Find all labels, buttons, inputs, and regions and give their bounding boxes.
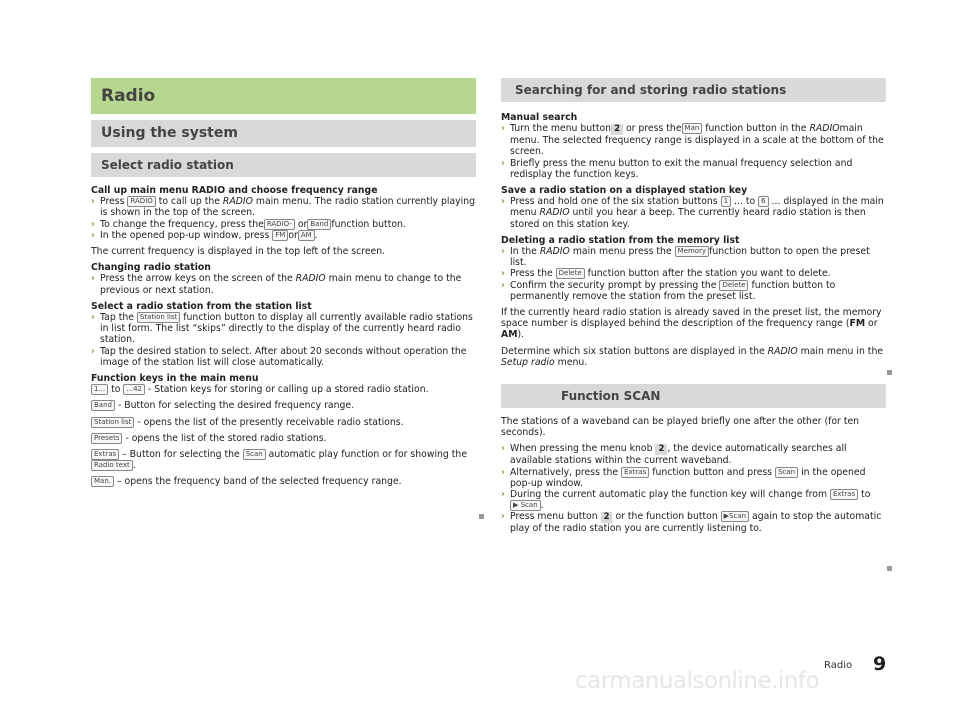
arrow-icon: ›: [501, 511, 505, 523]
key-delete: Delete: [719, 280, 748, 291]
list-item: › Briefly press the menu button to exit the manual frequency selection and redisplay the function keys.: [501, 157, 853, 180]
key-delete: Delete: [556, 268, 585, 279]
arrow-icon: ›: [501, 443, 505, 455]
arrow-icon: ›: [91, 273, 95, 285]
key-presets: Presets: [91, 433, 122, 444]
subheading-function-keys: Function keys in the main menu: [91, 373, 259, 385]
key-fm: FM: [272, 230, 288, 241]
section-end-marker: [887, 566, 892, 571]
key-extras: Extras: [91, 449, 119, 460]
section-title-searching: Searching for and storing radio stations: [501, 78, 886, 102]
item-number: 2: [601, 512, 613, 523]
key-scan: Scan: [775, 467, 798, 478]
subheading-changing: Changing radio station: [91, 262, 211, 274]
list-item: › During the current automatic play the function key will change from Extras to ▶ Scan .: [501, 489, 871, 512]
key-42: ...42: [123, 384, 145, 395]
list-item: › When pressing the menu knob 2 , the device automatically searches all available stations within the current waveband.: [501, 443, 847, 467]
page-footer: [824, 653, 894, 676]
key-station-list: Station list: [137, 312, 180, 323]
key-1: 1: [721, 196, 731, 207]
paragraph-memory-info: If the currently heard radio station is already saved in the preset list, the memory space number is displayed behind the description of the frequency range (FM or AM).: [501, 307, 882, 341]
key-am: AM: [298, 230, 315, 241]
item-number: 2: [611, 124, 623, 135]
key-extras: Extras: [830, 489, 858, 500]
list-item: › To change the frequency, press the RADIO- or Band function button.: [91, 218, 406, 230]
paragraph-setup-info: Determine which six station buttons are displayed in the RADIO main menu in the Setup radio menu.: [501, 345, 884, 368]
subchapter-title: Using the system: [91, 120, 476, 147]
section-title-scan: Function SCAN: [501, 384, 886, 408]
item-number: 2: [655, 444, 667, 455]
function-key-row: Band - Button for selecting the desired frequency range.: [91, 400, 476, 411]
subheading-manual: Manual search: [501, 112, 578, 123]
list-item: › In the opened pop-up window, press FM or AM .: [91, 229, 318, 241]
section-end-marker: [887, 370, 892, 375]
function-key-row: Man. – opens the frequency band of the selected frequency range.: [91, 476, 476, 487]
arrow-icon: ›: [91, 229, 95, 241]
arrow-icon: ›: [501, 489, 505, 501]
list-item: › In the RADIO main menu press the Memory function button to open the preset list.: [501, 246, 870, 269]
arrow-icon: ›: [501, 279, 505, 291]
function-key-row: Station list - opens the list of the presently receivable radio stations.: [91, 417, 476, 428]
arrow-icon: ›: [501, 196, 505, 208]
list-item: › Press menu button 2 or the function button ▶Scan again to stop the automatic play of the radio station you are currently listening to.: [501, 511, 882, 535]
section-title-select-station: Select radio station: [91, 153, 476, 177]
key-band: Band: [91, 400, 115, 411]
key-man: Man: [682, 123, 703, 134]
key-man: Man.: [91, 476, 114, 487]
key-scan: Scan: [243, 449, 266, 460]
key-band: Band: [307, 219, 331, 230]
list-item: › Confirm the security prompt by pressing the Delete function button to permanently remove the station from the preset list.: [501, 279, 836, 302]
watermark: carmanualsonline.info: [575, 668, 820, 694]
arrow-icon: ›: [91, 218, 95, 230]
paragraph-frequency-info: The current frequency is displayed in the top left of the screen.: [91, 246, 386, 258]
function-key-row: Extras – Button for selecting the Scan automatic play function or for showing the Radio text .: [91, 449, 476, 471]
key-play-scan: ▶Scan: [721, 511, 749, 522]
key-radio-text: Radio text: [91, 460, 133, 471]
key-6: 6: [758, 196, 768, 207]
key-play-scan: ▶ Scan: [510, 500, 541, 511]
key-extras: Extras: [621, 467, 649, 478]
list-item: › Press and hold one of the six station buttons 1 ... to 6 ... displayed in the main menu RADIO until you hear a beep. The currently heard radio station is then stored on this station key.: [501, 196, 884, 230]
function-key-row: Presets - opens the list of the stored radio stations.: [91, 433, 476, 444]
arrow-icon: ›: [91, 345, 95, 357]
list-item: › Press the Delete function button after the station you want to delete.: [501, 268, 831, 280]
left-column: [91, 78, 476, 493]
list-item: › Alternatively, press the Extras function button and press Scan in the opened pop-up window.: [501, 466, 866, 489]
subheading-callup: Call up main menu RADIO and choose frequency range: [91, 185, 378, 196]
list-item: › Tap the Station list function button to display all currently available radio stations in list form. The list “skips” directly to the display of the currently heard radio station.: [91, 312, 473, 346]
arrow-icon: ›: [91, 312, 95, 324]
key-radio: RADIO: [127, 196, 155, 207]
right-column: [501, 78, 886, 535]
key-memory: Memory: [675, 246, 709, 257]
key-1: 1...: [91, 384, 108, 395]
arrow-icon: ›: [501, 157, 505, 169]
chapter-title: Radio: [91, 78, 476, 114]
arrow-icon: ›: [501, 466, 505, 478]
subheading-delete: Deleting a radio station from the memory list: [501, 234, 740, 246]
list-item: › Press RADIO to call up the RADIO main menu. The radio station currently playing is shown in the top of the screen.: [91, 196, 476, 219]
arrow-icon: ›: [91, 196, 95, 208]
paragraph-scan-intro: The stations of a waveband can be played briefly one after the other (for ten seconds).: [501, 416, 860, 439]
arrow-icon: ›: [501, 123, 505, 135]
arrow-icon: ›: [501, 246, 505, 258]
list-item: › Press the arrow keys on the screen of the RADIO main menu to change to the previous or next station.: [91, 273, 462, 296]
arrow-icon: ›: [501, 268, 505, 280]
page-number: 9: [873, 653, 887, 675]
list-item: › Turn the menu button 2 or press the Man function button in the RADIOmain menu. The selected frequency range is displayed in a scale at the bottom of the screen.: [501, 123, 884, 158]
section-end-marker: [479, 514, 484, 519]
function-key-row: 1... to ...42 - Station keys for storing or calling up a stored radio station.: [91, 384, 476, 395]
subheading-save: Save a radio station on a displayed station key: [501, 185, 748, 197]
list-item: › Tap the desired station to select. After about 20 seconds without operation the image of the station list will close automatically.: [91, 345, 467, 368]
subheading-select-list: Select a radio station from the station list: [91, 300, 312, 312]
footer-chapter-label: Radio: [824, 660, 853, 671]
key-station-list: Station list: [91, 417, 134, 428]
key-radio-minus: RADIO-: [264, 219, 295, 230]
